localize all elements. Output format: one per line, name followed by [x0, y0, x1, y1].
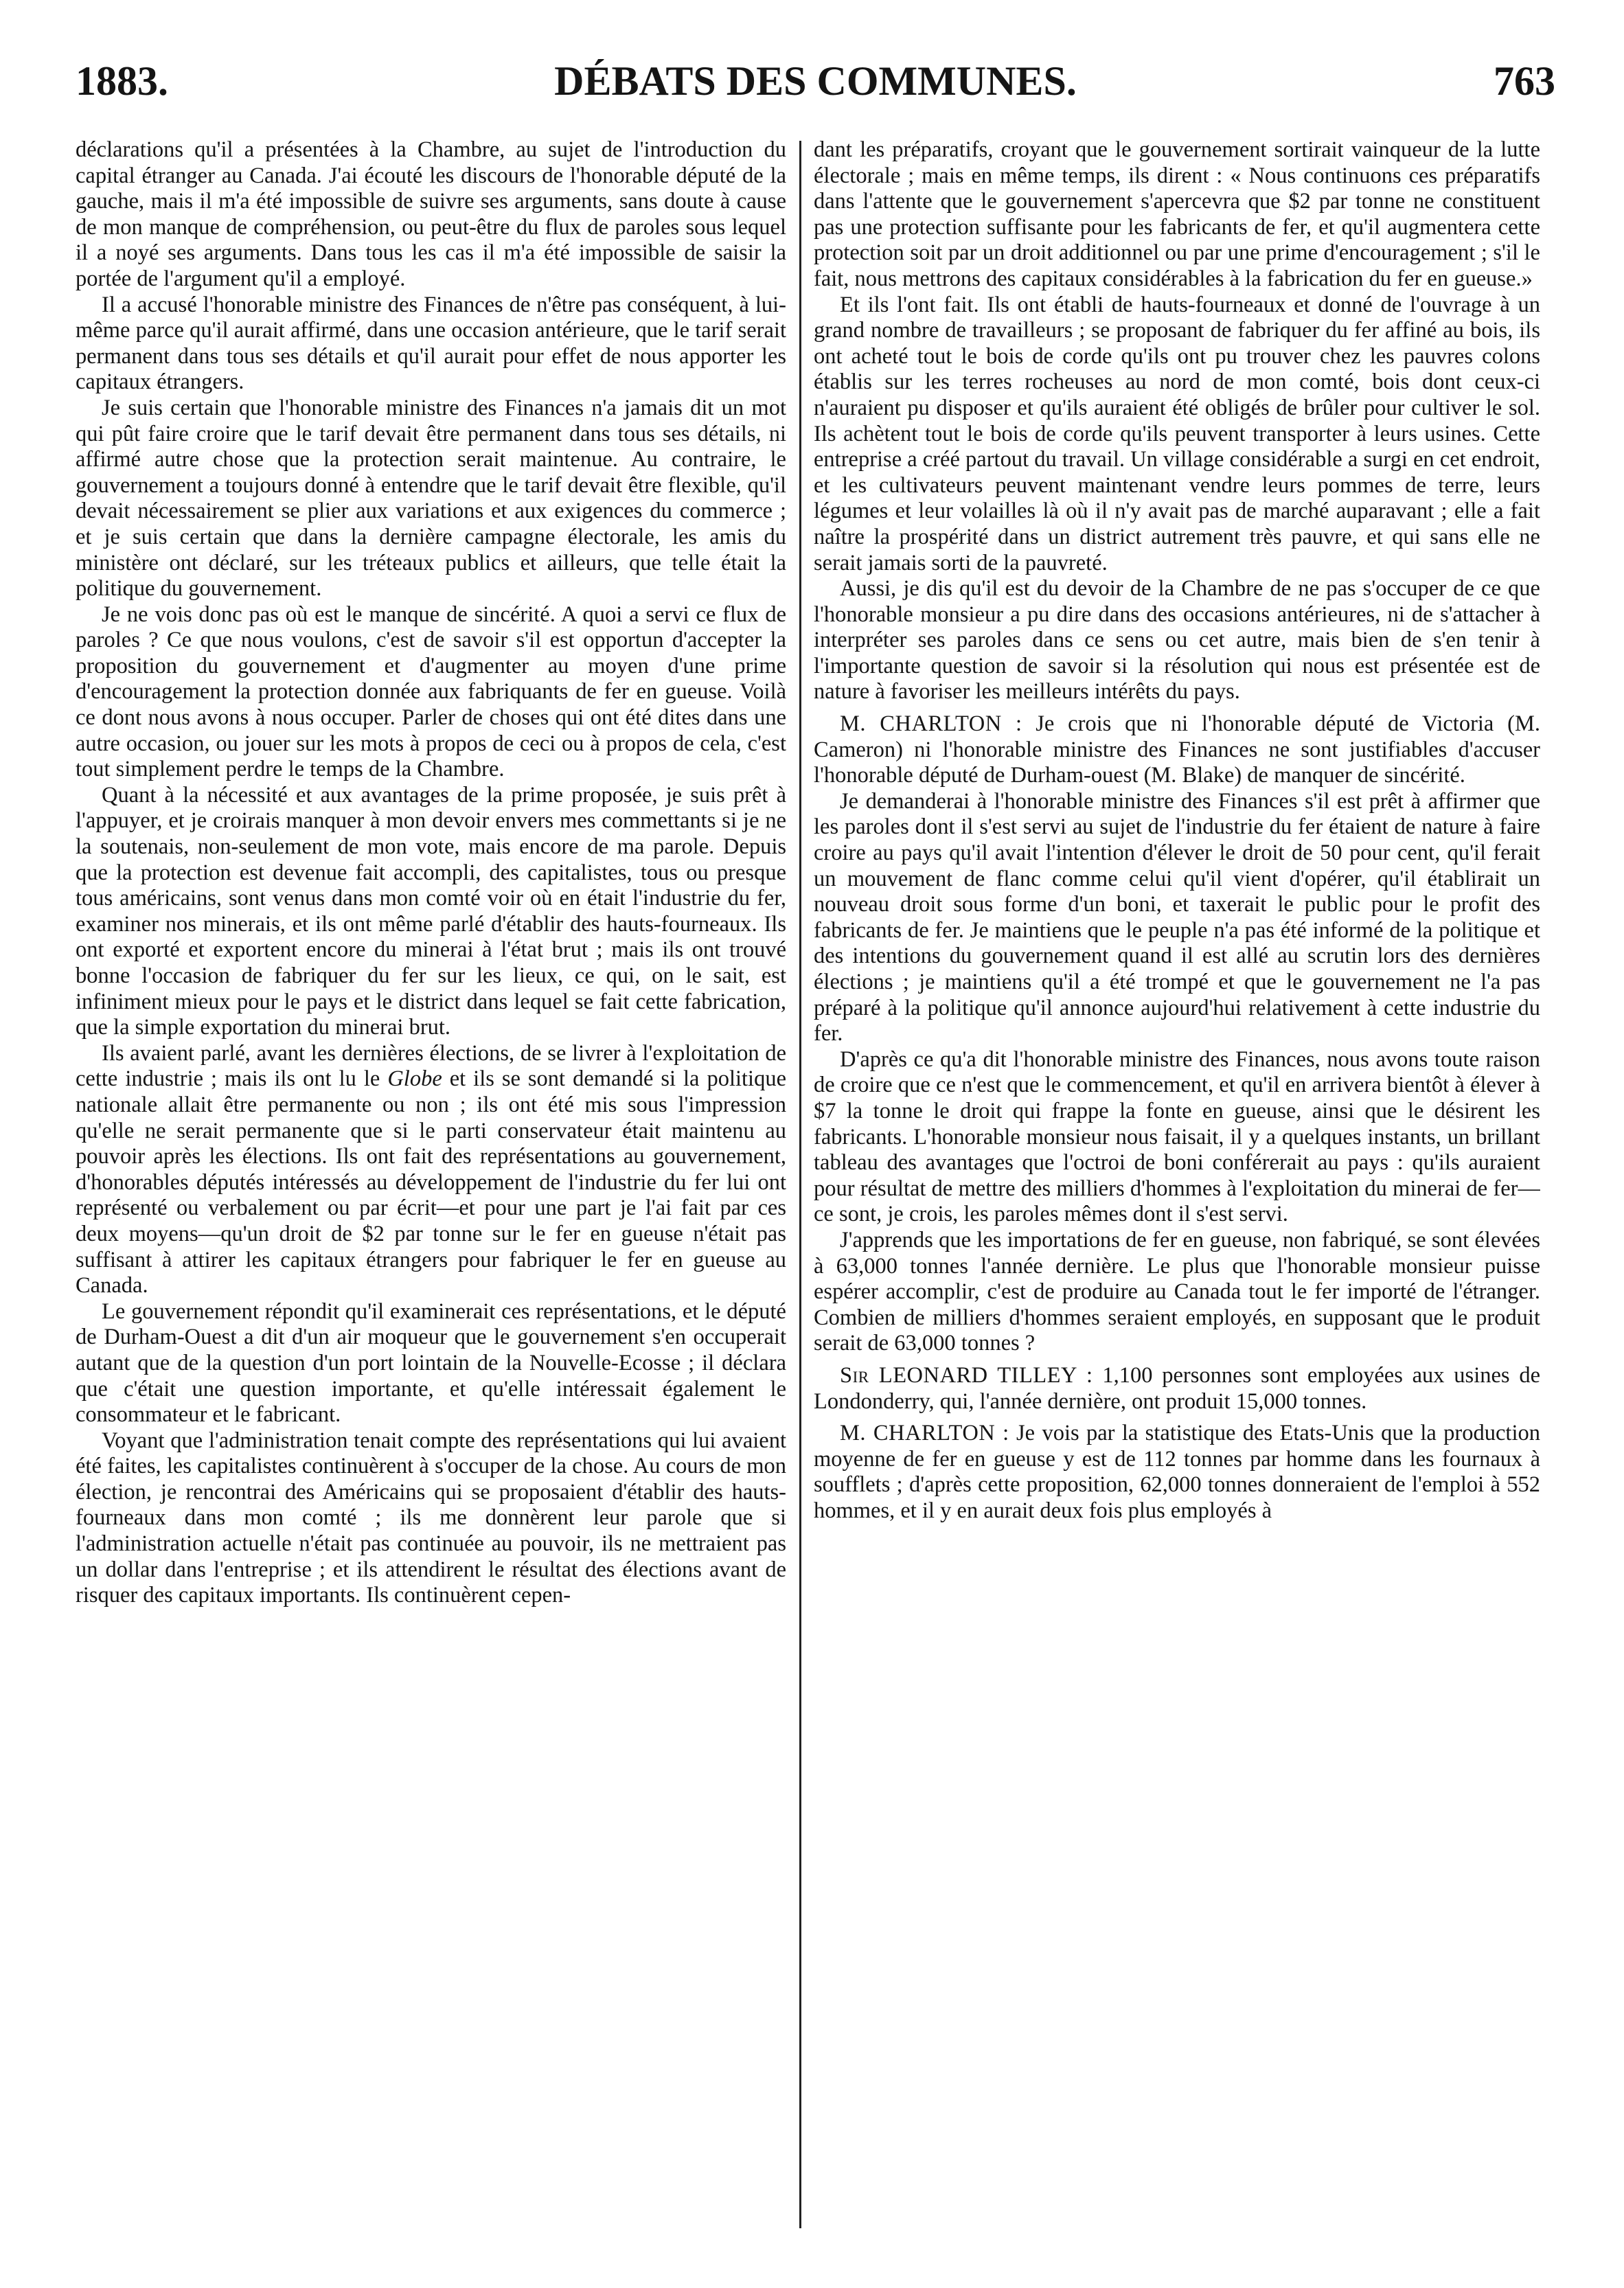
paragraph: J'apprends que les importations de fer en gueuse, non fabriqué, se sont élevées à 63,000 tonnes l'année dernière. Le plus que l'honorable monsieur puisse espérer accomplir, c'est de produire au Canada tout le fer importé de l'étranger. Combien de milliers d'hommes seraient employés, en supposant que le produit serait de 63,000 tonnes ?: [814, 1227, 1540, 1356]
speech-text: Je crois que ni l'honorable député de Victoria (M. Cameron) ni l'honorable ministre des Finances ne sont justifiables d'accuser l'honorable député de Durham-ouest (M. Blake) de manquer de sincérité.: [814, 711, 1540, 788]
speech-text: 1,100 personnes sont employées aux usines de Londonderry, qui, l'année dernière, ont produit 15,000 tonnes.: [814, 1362, 1540, 1414]
speaker-name: M. CHARLTON :: [840, 711, 1022, 737]
header-title: DÉBATS DES COMMUNES.: [554, 58, 1077, 104]
speech-paragraph: [814, 1363, 1540, 1415]
paragraph: Je suis certain que l'honorable ministre des Finances n'a jamais dit un mot qui pût faire croire que le tarif devait être permanent dans tous ses détails, ni affirmé autre chose que la protection serait maintenue. Au contraire, le gouvernement a toujours donné à entendre que le tarif devait être flexible, qu'il devait nécessairement se plier aux variations et aux exigences du commerce ; et je suis certain que dans la dernière campagne électorale, les amis du ministère ont déclaré, sur les tréteaux publics et ailleurs, que telle était la politique du gouvernement.: [76, 395, 786, 602]
header-page-number: 763: [1494, 58, 1555, 104]
paragraph-text: Ils avaient parlé, avant les dernières élections, de se livrer à l'exploitation de cette industrie ; mais ils ont lu le: [76, 1040, 786, 1092]
speaker-name: M. CHARLTON :: [840, 1421, 1009, 1446]
paragraph: Il a accusé l'honorable ministre des Finances de n'être pas conséquent, à lui-même parce qu'il aurait affirmé, dans une occasion antérieure, que le tarif serait permanent dans tous ses détails et qu'il aurait pour effet de nous apporter les capitaux étrangers.: [76, 292, 786, 395]
paragraph: Je ne vois donc pas où est le manque de sincérité. A quoi a servi ce flux de paroles ? Ce que nous voulons, c'est de savoir s'il est opportun d'accepter la proposition du gouvernement et d'augmenter au moyen d'une prime d'encouragement la protection donnée aux fabriquants de fer en gueuse. Voilà ce dont nous avons à nous occuper. Parler de choses qui ont été dites dans une autre occasion, ou jouer sur les mots à propos de ceci ou à propos de cela, c'est tout simplement perdre le temps de la Chambre.: [76, 602, 786, 782]
paragraph: Aussi, je dis qu'il est du devoir de la Chambre de ne pas s'occuper de ce que l'honorable monsieur a pu dire dans des occasions antérieures, ni de s'attacher à interpréter ses paroles dans ce sens ou cet autre, mais bien de s'en tenir à l'importante question de savoir si la résolution qui nous est présentée est de nature à favoriser les meilleurs intérêts du pays.: [814, 576, 1540, 705]
paragraph: Voyant que l'administration tenait compte des représentations qui lui avaient été faites, les capitalistes continuèrent à s'occuper de la chose. Au cours de mon élection, je rencontrai des Américains qui se proposaient d'établir des hauts-fourneaux dans mon comté ; ils me donnèrent leur parole que si l'administration actuelle n'était pas continuée au pouvoir, ils ne mettraient pas un dollar dans l'entreprise ; et ils attendirent le résultat des élections avant de risquer des capitaux importants. Ils continuèrent cepen-: [76, 1428, 786, 1608]
speech-paragraph: [814, 711, 1540, 789]
paragraph: Et ils l'ont fait. Ils ont établi de hauts-fourneaux et donné de l'ouvrage à un grand nombre de travailleurs ; se proposant de fabriquer du fer affiné au bois, ils ont acheté tout le bois de corde qu'ils ont pu trouver chez les pauvres colons établis sur les terres rocheuses au nord de mon comté, bois dont ceux-ci n'auraient pu disposer et qu'ils auraient été obligés de brûler pour cultiver le sol. Ils achètent tout le bois de corde qu'ils peuvent transporter à leurs usines. Cette entreprise a créé partout du travail. Un village considérable a surgi en cet endroit, et les cultivateurs peuvent maintenant vendre leurs pommes de terre, leurs légumes et leur volailles là où il n'y avait pas de marché auparavant ; elle a fait naître la prospérité dans un district autrement très pauvre, et qui sans elle ne serait jamais sorti de la pauvreté.: [814, 292, 1540, 575]
paragraph-text: et ils se sont demandé si la politique nationale allait être permanente ou non ; ils ont été mis sous l'impression qu'elle ne serait permanente que si le parti conservateur était maintenu au pouvoir après les élections. Ils ont fait des représentations au gouvernement, d'honorables députés intéressés au développement de l'industrie du fer lui ont représenté ou verbalement ou par écrit—et pour une part je l'ai fait par ces deux moyens—qu'un droit de $2 par tonne sur le fer en gueuse n'était pas suffisant à attirer les capitaux étrangers pour fabriquer le fer en gueuse au Canada.: [76, 1066, 786, 1299]
paragraph: [76, 1041, 786, 1299]
left-column: [76, 137, 786, 2239]
speech-text: Je vois par la statistique des Etats-Unis que la production moyenne de fer en gueuse y est de 112 tonnes par homme dans les fournaux à soufflets ; d'après cette proposition, 62,000 tonnes donneraient de l'emploi à 552 hommes, et il y en aurait deux fois plus employés à: [814, 1421, 1540, 1523]
right-column: [814, 137, 1540, 2239]
paragraph: Quant à la nécessité et aux avantages de la prime proposée, je suis prêt à l'appuyer, et je croirais manquer à mon devoir envers mes commettants si je ne la soutenais, non-seulement de mon vote, mais encore de ma parole. Depuis que la protection est devenue fait accompli, des capitalistes, tous ou presque tous américains, sont venus dans mon comté voir où en était l'industrie du fer, examiner nos minerais, et ils ont même parlé d'établir des hauts-fourneaux. Ils ont exporté et exportent encore du minerai à l'état brut ; mais ils ont trouvé bonne l'occasion de fabriquer du fer sur les lieux, ce qui, on le sait, est infiniment mieux pour le pays et le district dans lequel se fait cette fabrication, que la simple exportation du minerai brut.: [76, 782, 786, 1040]
speech-paragraph: [814, 1421, 1540, 1524]
paragraph: Le gouvernement répondit qu'il examinerait ces représentations, et le député de Durham-Ouest a dit d'un air moqueur que le gouvernement s'en occuperait autant que de la question d'un port lointain de la Nouvelle-Ecosse ; il déclara que c'était une question importante, et qu'elle intéressait également le consommateur et le fabricant.: [76, 1299, 786, 1428]
page-header: [76, 47, 1555, 115]
paragraph: Je demanderai à l'honorable ministre des Finances s'il est prêt à affirmer que les paroles dont il s'est servi au sujet de l'industrie du fer étaient de nature à faire croire au pays qu'il avait l'intention d'élever le droit de 50 pour cent, qu'il ferait un mouvement de flanc comme celui qu'il vient d'opérer, qu'il établirait un nouveau droit sous forme d'un boni, et taxerait le public pour le profit des fabricants de fer. Je maintiens que le peuple n'a pas été informé de la politique et des intentions du gouvernement quand il est allé au scrutin lors des dernières élections ; je maintiens qu'il a été trompé et que le gouvernement ne l'a pas préparé à la politique qu'il annonce aujourd'hui relativement à cette industrie du fer.: [814, 788, 1540, 1046]
speaker-name: Sir LEONARD TILLEY :: [840, 1362, 1093, 1388]
paragraph: dant les préparatifs, croyant que le gouvernement sortirait vainqueur de la lutte électorale ; mais en même temps, ils dirent : « Nous continuons ces préparatifs dans l'attente que le gouvernement s'apercevra que $2 par tonne ne constituent pas une protection suffisante pour les fabricants de fer, et qu'il augmentera cette protection soit par un droit additionnel ou par une prime d'encouragement ; s'il le fait, nous mettrons des capitaux considérables à la fabrication du fer en gueuse.»: [814, 137, 1540, 291]
paragraph: déclarations qu'il a présentées à la Chambre, au sujet de l'introduction du capital étranger au Canada. J'ai écouté les discours de l'honorable député de la gauche, mais il m'a été impossible de suivre ses arguments, sans doute à cause de mon manque de compréhension, ou peut-être du flux de paroles sous lequel il a noyé ses arguments. Dans tous les cas il m'a été impossible de saisir la portée de l'argument qu'il a employé.: [76, 137, 786, 291]
column-divider: [799, 141, 801, 2228]
newspaper-name: Globe: [387, 1066, 442, 1092]
paragraph: D'après ce qu'a dit l'honorable ministre des Finances, nous avons toute raison de croire que ce n'est que le commencement, et qu'il en arrivera bientôt à élever à $7 la tonne le droit qui frappe la fonte en gueuse, ainsi que le désirent les fabricants. L'honorable monsieur nous faisait, il y a quelques instants, un brillant tableau des avantages que l'octroi de boni conférerait au pays : qu'ils auraient pour résultat de mettre des milliers d'hommes à l'exploitation du minerai de fer—ce sont, je crois, les paroles mêmes dont il s'est servi.: [814, 1046, 1540, 1227]
header-year: 1883.: [76, 58, 168, 104]
